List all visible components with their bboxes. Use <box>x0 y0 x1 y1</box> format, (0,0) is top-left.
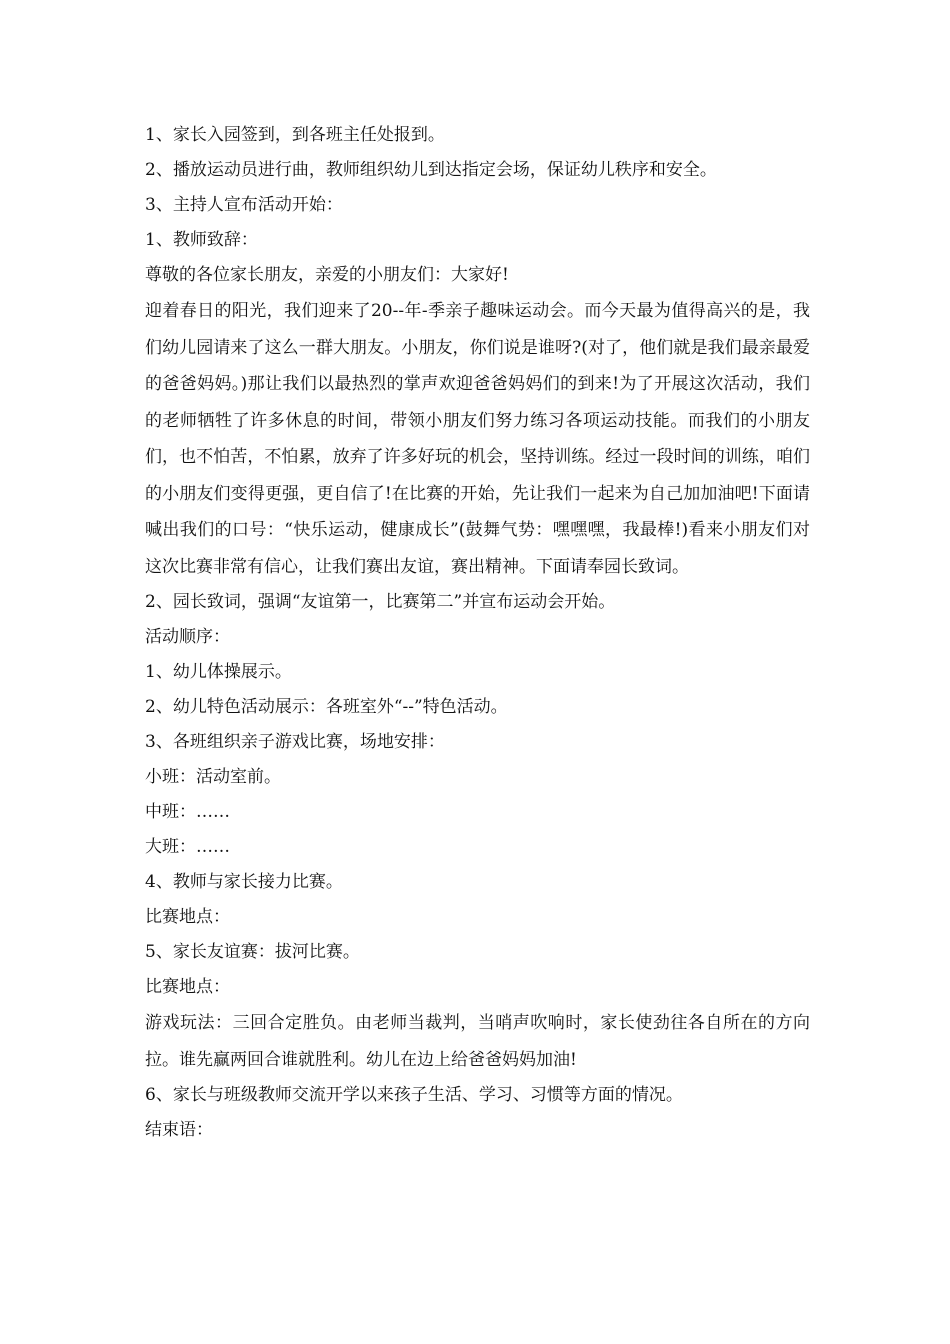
text-line: 小班：活动室前。 <box>145 767 281 787</box>
text-line: 3、各班组织亲子游戏比赛，场地安排： <box>145 732 445 752</box>
text-line: 6、家长与班级教师交流开学以来孩子生活、学习、习惯等方面的情况。 <box>145 1085 683 1105</box>
game-rules-paragraph: 游戏玩法：三回合定胜负。由老师当裁判，当哨声吹响时，家长使劲往各自所在的方向拉。谁先赢两回合谁就胜利。幼儿在边上给爸爸妈妈加油! <box>145 1013 810 1070</box>
text-line: 3、主持人宣布活动开始： <box>145 195 343 215</box>
text-line: 结束语： <box>145 1120 213 1140</box>
text-line: 2、播放运动员进行曲，教师组织幼儿到达指定会场，保证幼儿秩序和安全。 <box>145 160 717 180</box>
text-line: 尊敬的各位家长朋友，亲爱的小朋友们：大家好! <box>145 265 509 285</box>
text-line: 比赛地点： <box>145 977 230 997</box>
text-line: 5、家长友谊赛：拔河比赛。 <box>145 942 360 962</box>
text-line: 4、教师与家长接力比赛。 <box>145 872 343 892</box>
text-line: 2、园长致词，强调“友谊第一，比赛第二”并宣布运动会开始。 <box>145 592 616 612</box>
text-line: 比赛地点： <box>145 907 230 927</box>
text-line: 活动顺序： <box>145 627 230 647</box>
text-line: 大班：…… <box>145 837 230 857</box>
text-line: 1、家长入园签到，到各班主任处报到。 <box>145 125 445 145</box>
text-line: 1、幼儿体操展示。 <box>145 662 292 682</box>
document-page <box>145 118 810 1148</box>
text-line: 1、教师致辞： <box>145 230 258 250</box>
text-line: 2、幼儿特色活动展示：各班室外“--”特色活动。 <box>145 697 508 717</box>
speech-paragraph: 迎着春日的阳光，我们迎来了20--年-季亲子趣味运动会。而今天最为值得高兴的是，我们幼儿园请来了这么一群大朋友。小朋友，你们说是谁呀?(对了，他们就是我们最亲最爱的爸爸妈妈。)那让我们以最热烈的掌声欢迎爸爸妈妈们的到来!为了开展这次活动，我们的老师牺牲了许多休息的时间，带领小朋友们努力练习各项运动技能。而我们的小朋友们，也不怕苦，不怕累，放弃了许多好玩的机会，坚持训练。经过一段时间的训练，咱们的小朋友们变得更强，更自信了!在比赛的开始，先让我们一起来为自己加加油吧!下面请喊出我们的口号：“快乐运动，健康成长”(鼓舞气势：嘿嘿嘿，我最棒!)看来小朋友们对这次比赛非常有信心，让我们赛出友谊，赛出精神。下面请奉园长致词。 <box>145 301 810 577</box>
text-line: 中班：…… <box>145 802 230 822</box>
